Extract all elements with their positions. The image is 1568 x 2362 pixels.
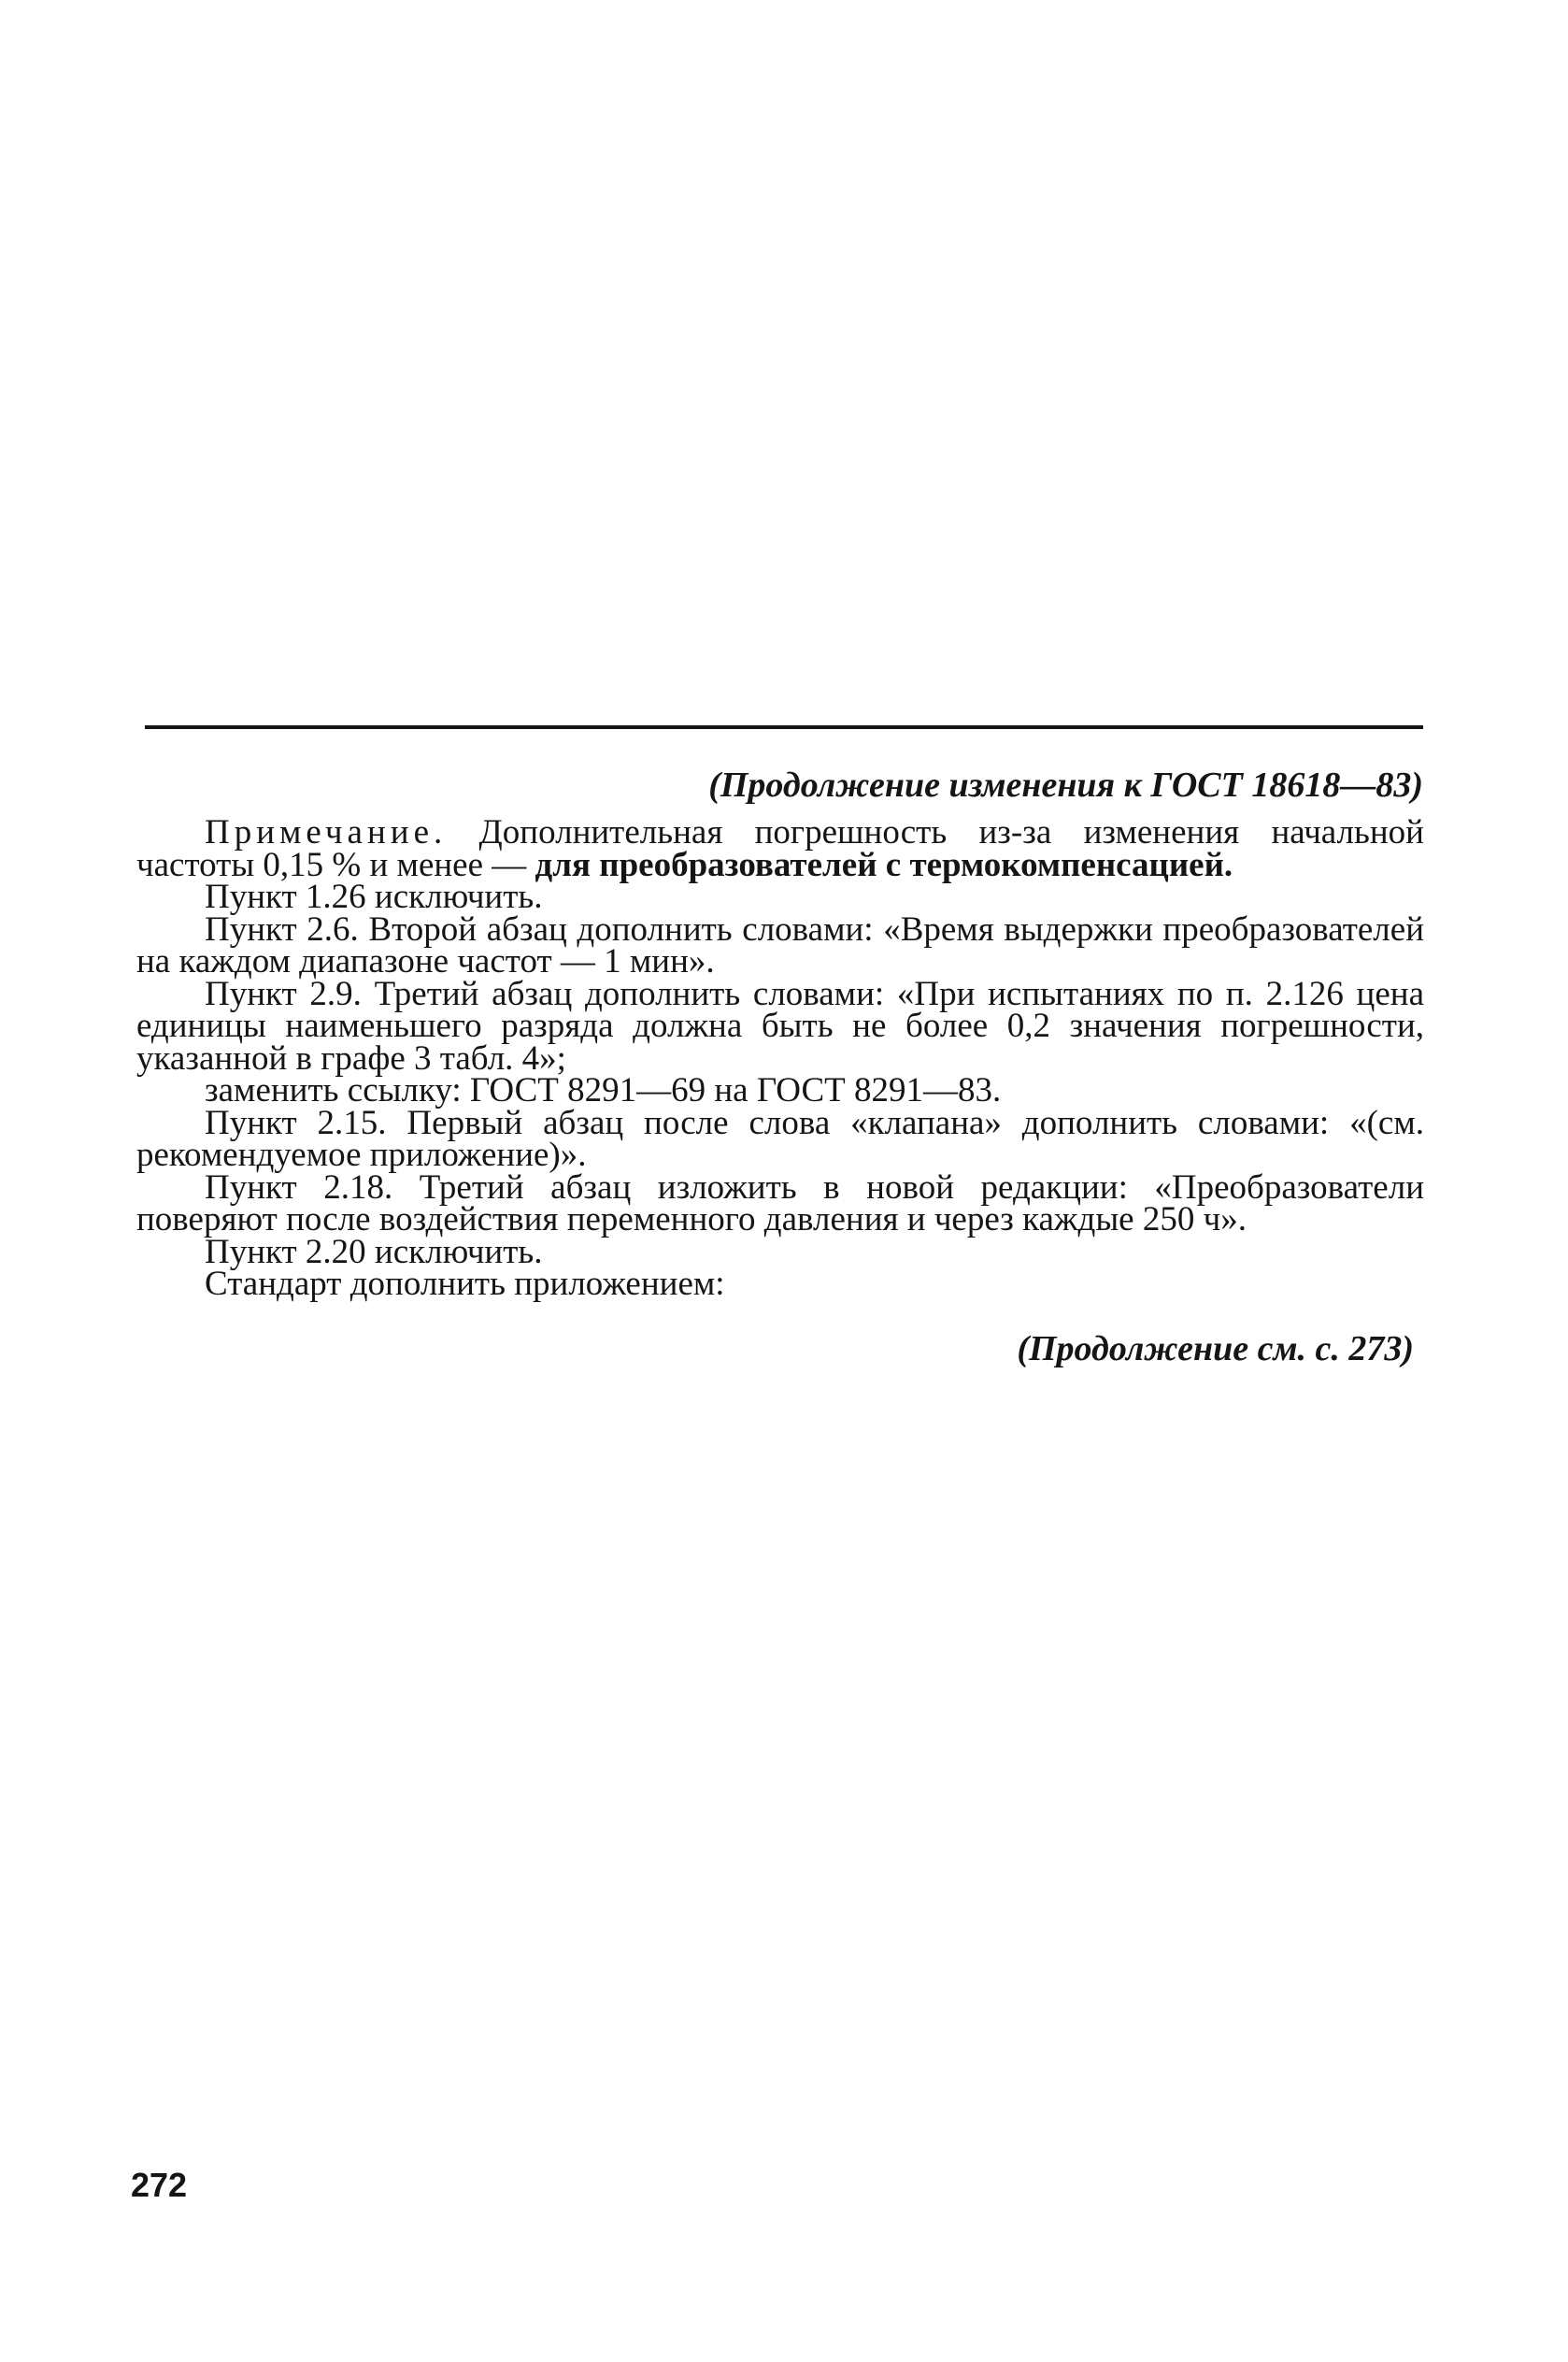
continuation-footer: (Продолжение см. с. 273) (1017, 1329, 1414, 1368)
note-paragraph (136, 813, 1424, 884)
item-2-9: Пункт 2.9. Третий абзац дополнить словами: «При испытаниях по п. 2.126 цена единицы наименьшего разряда должна быть не более 0,2 значения погрешности, указанной в графе 3 табл. 4»; (136, 974, 1424, 1078)
item-appendix: Стандарт дополнить приложением: (205, 1265, 725, 1303)
item-2-18: Пункт 2.18. Третий абзац изложить в новой редакции: «Преобразователи поверяют после воздействия переменного давления и через каждые 250 ч». (136, 1167, 1424, 1238)
item-2-6: Пункт 2.6. Второй абзац дополнить словами: «Время выдержки преобразователей на каждом диапазоне частот — 1 мин». (136, 909, 1424, 981)
item-2-20: Пункт 2.20 исключить. (205, 1232, 543, 1271)
item-reference-replace: заменить ссылку: ГОСТ 8291—69 на ГОСТ 8291—83. (205, 1071, 1002, 1109)
continuation-header: (Продолжение изменения к ГОСТ 18618—83) (708, 766, 1423, 805)
note-text-bold: для преобразователей с термокомпенсацией. (535, 845, 1233, 884)
page-number: 272 (131, 2166, 188, 2204)
note-label: Примечание. (205, 813, 448, 852)
note-text: Дополнительная погрешность из-за изменения начальной частоты 0,15 % и менее — (136, 813, 1424, 884)
document-body (136, 813, 1424, 1303)
header-rule (145, 725, 1423, 729)
item-1-26: Пункт 1.26 исключить. (205, 878, 543, 916)
item-2-15: Пункт 2.15. Первый абзац после слова «клапана» дополнить словами: «(см. рекомендуемое приложение)». (136, 1103, 1424, 1174)
